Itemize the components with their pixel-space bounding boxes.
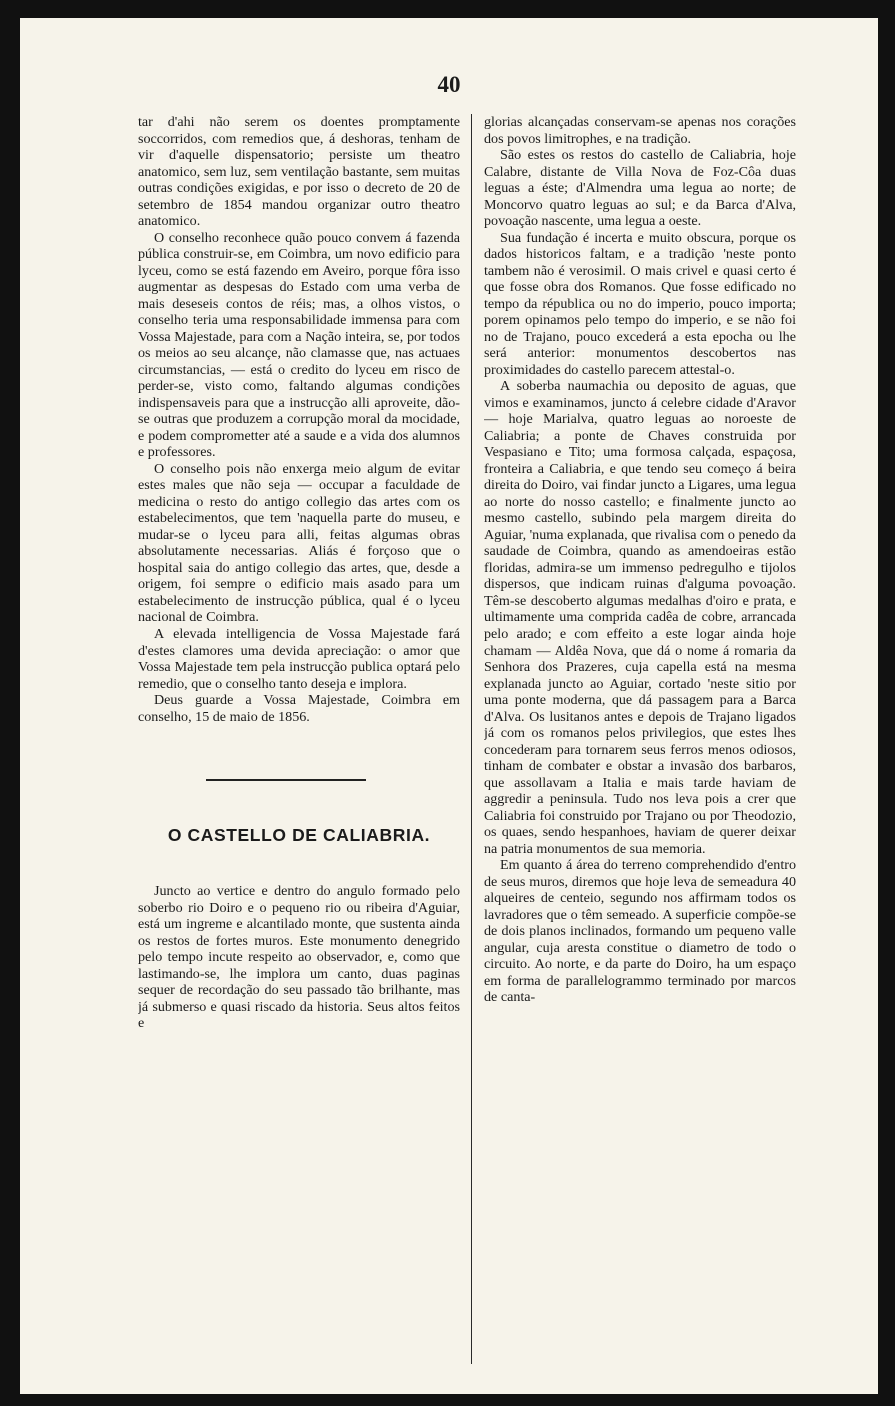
document-page (20, 18, 878, 1394)
paragraph: glorias alcançadas conservam-se apenas nos corações dos povos limitrophes, e na tradição. (484, 114, 796, 147)
section-heading: O CASTELLO DE CALIABRIA. (167, 825, 431, 846)
paragraph: tar d'ahi não serem os doentes promptamente soccorridos, com remedios que, á deshoras, tenham de vir d'aquelle dispensatorio; persiste um theatro anatomico, sem luz, sem ventilação bastante, sem muitas outras condições exigidas, e por isso o decreto de 20 de setembro de 1854 mandou organizar outro theatro anatomico. (138, 114, 460, 230)
paragraph: O conselho reconhece quão pouco convem á fazenda pública construir-se, em Coimbra, um novo edificio para lyceu, como se está fazendo em Aveiro, porque fôra isso augmentar as despesas do Estado com uma verba de mais deseseis contos de réis; mas, a olhos vistos, o conselho teria uma responsabilidade immensa para com Vossa Majestade, para com a Nação inteira, se, por todos os meios ao seu alcançe, não clamasse que, nas actuaes circumstancias, — está o credito do lyceu em risco de perder-se, visto como, faltando algumas condições indispensaveis para que a instrucção alli aproveite, dão-se outras que produzem a corrupção moral da mocidade, e podem comprometter até a saude e a vida dos alumnos e professores. (138, 229, 460, 461)
paragraph: Em quanto á área do terreno comprehendido d'entro de seus muros, diremos que hoje leva de semeadura 40 alqueires de centeio, segundo nos affirmam todos os lavradores que o têm semeado. A superficie compõe-se de dois planos inclinados, formando um pequeno valle angular, cuja aresta constitue o diametro de todo o circuito. Ao norte, e da parte do Doiro, ha um espaço em forma de parallelogrammo terminado por marcos de canta- (484, 857, 796, 1006)
paragraph: A soberba naumachia ou deposito de aguas, que vimos e examinamos, juncto á celebre cidade d'Aravor — hoje Marialva, quatro leguas ao noroeste de Caliabria; a ponte de Chaves construida por Vespasiano e Tito; uma formosa calçada, espaçosa, fronteira a Caliabria, e que tendo seu começo á beira direita do Doiro, vai findar juncto a Ligares, uma legua ao norte do nosso castello; e finalmente juncto ao mesmo castello, subindo pela margem direita do Aguiar, 'numa explanada, que rivalisa com o penedo da saudade de Coimbra, quando as amendoeiras estão floridas, admira-se um immenso pedregulho e tijolos dispersos, que indicam ruinas d'alguma povoação. Têm-se descoberto algumas medalhas d'oiro e prata, e ultimamente uma comprida cadêa de cobre, arrancada pelo arado; e com effeito a este logar ainda hoje chamam — Aldêa Nova, que dá o nome á romaria da Senhora dos Prazeres, cuja capella está na mesma explanada juncto ao Aguiar, cortado 'neste sitio por uma ponte moderna, que dá passagem para a Barca d'Alva. Os lusitanos antes e depois de Trajano ligados já com os romanos pelos privilegios, que estes lhes concederam para tornarem seus ferros menos odiosos, tinham de combater e obstar a invasão dos barbaros, que assollavam a Italia e mais tarde haviam de aggredir a peninsula. Tudo nos leva pois a crer que Caliabria foi construido por Trajano ou por Theodozio, os quaes, sendo hespanhoes, haviam de querer deixar na patria monumentos de sua memoria. (484, 378, 796, 857)
column-divider (471, 114, 472, 1364)
left-column (138, 114, 460, 1386)
closing-salutation: Deus guarde a Vossa Majestade, Coimbra em conselho, 15 de maio de 1856. (138, 692, 460, 725)
paragraph: A elevada intelligencia de Vossa Majestade fará d'estes clamores uma devida apreciação: o amor que Vossa Majestade tem pela instrucção publica optará pelo remedio, que o conselho tanto deseja e implora. (138, 625, 460, 692)
right-column (484, 114, 796, 1386)
paragraph: O conselho pois não enxerga meio algum de evitar estes males que não seja — occupar a faculdade de medicina o resto do antigo collegio das artes com os estabelecimentos, que tem 'naquella parte do museu, e mudar-se o lyceu para alli, feitas algumas obras absolutamente necessarias. Aliás é forçoso que o hospital saia do antigo collegio das artes, que, desde a origem, foi sempre o edificio mais asado para um estabelecimento de instrucção pública, qual é o lyceu nacional de Coimbra. (138, 460, 460, 626)
page-number: 40 (437, 72, 461, 97)
paragraph: São estes os restos do castello de Caliabria, hoje Calabre, distante de Villa Nova de Foz-Côa duas leguas a éste; d'Almendra uma legua ao norte; de Moncorvo quatro leguas ao sul; e da Barca d'Alva, povoação nascente, uma legua a oeste. (484, 147, 796, 230)
paragraph: Juncto ao vertice e dentro do angulo formado pelo soberbo rio Doiro e o pequeno rio ou ribeira d'Aguiar, está um ingreme e alcantilado monte, que sustenta ainda os restos de fortes muros. Este monumento denegrido pelo tempo incute respeito ao observador, e, como que lastimando-se, lhe implora um canto, duas paginas sequer de recordação do seu passado tão brilhante, mas já submerso e quasi riscado da historia. Seus altos feitos e (138, 883, 460, 1032)
paragraph: Sua fundação é incerta e muito obscura, porque os dados historicos faltam, e a tradição 'neste ponto tambem não é verosimil. O mais crivel e quasi certo é que fosse obra dos Romanos. Que fosse edificado no tempo da républica ou no do imperio, pouco importa; porem opinamos pelo tempo do imperio, e se não foi no de Trajano, pouco excederá a esta epocha ou lhe será anterior: monumentos descobertos nas proximidades do castello parecem attestal-o. (484, 229, 796, 378)
